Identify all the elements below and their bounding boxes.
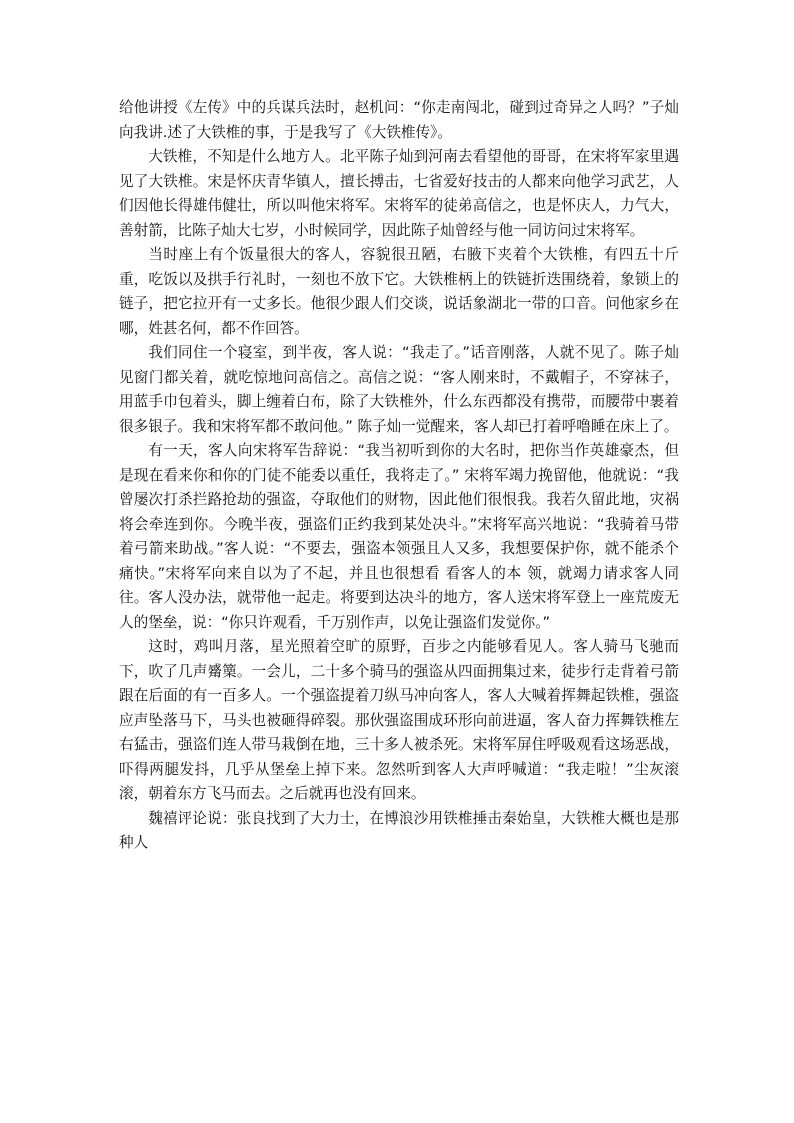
paragraph-2: 大铁椎，不知是什么地方人。北平陈子灿到河南去看望他的哥哥，在宋将军家里遇见了大铁椎。宋是怀庆青华镇人，擅长搏击，七省爱好技击的人都来向他学习武艺，人们因他长得雄伟健壮，所以叫他宋将军。宋将军的徒弟高信之，也是怀庆人，力气大，善射箭，比陈子灿大七岁，小时候同学，因此陈子灿曾经与他一同访问过宋将军。	[119, 148, 679, 239]
document-body	[119, 96, 679, 856]
paragraph-5: 有一天，客人向宋将军告辞说：“我当初听到你的大名时，把你当作英雄豪杰，但是现在看来你和你的门徒不能委以重任，我将走了。” 宋将军竭力挽留他，他就说：“我曾屡次打杀拦路抢劫的强盗，夺取他们的财物，因此他们很恨我。我若久留此地，灾祸将会牵连到你。今晚半夜，强盗们正约我到某处决斗。”宋将军高兴地说：“我骑着马带着弓箭来助战。”客人说：“不要去，强盗本领强且人又多，我想要保护你，就不能杀个痛快。”宋将军向来自以为了不起，并且也很想看 看客人的本 领，就竭力请求客人同往。客人没办法，就带他一起走。将要到达决斗的地方，客人送宋将军登上一座荒废无人的堡垒，说：“你只许观看，千万别作声，以免让强盗们发觉你。”	[119, 442, 679, 631]
paragraph-1: 给他讲授《左传》中的兵谋兵法时，赵机问：“你走南闯北，碰到过奇异之人吗？”子灿向我讲.述了大铁椎的事，于是我写了《大铁椎传》。	[119, 99, 679, 141]
paragraph-7: 魏禧评论说：张良找到了大力士，在博浪沙用铁椎捶击秦始皇，大铁椎大概也是那种人	[119, 809, 679, 851]
paragraph-4: 我们同住一个寝室，到半夜，客人说：“我走了。”话音刚落，人就不见了。陈子灿见窗门都关着，就吃惊地问高信之。高信之说：“客人刚来时，不戴帽子，不穿袜子，用蓝手巾包着头，脚上缠着白布，除了大铁椎外，什么东西都没有携带，而腰带中裹着很多银子。我和宋将军都不敢问他。” 陈子灿一觉醒来，客人却已打着呼噜睡在床上了。	[119, 344, 679, 435]
paragraph-3: 当时座上有个饭量很大的客人，容貌很丑陋，右腋下夹着个大铁椎，有四五十斤重，吃饭以及拱手行礼时，一刻也不放下它。大铁椎柄上的铁链折迭围绕着，象锁上的链子，把它拉开有一丈多长。他很少跟人们交谈，说话象湖北一带的口音。问他家乡在哪，姓甚名何，都不作回答。	[119, 246, 679, 337]
paragraph-6: 这时，鸡叫月落，星光照着空旷的原野，百步之内能够看见人。客人骑马飞驰而下，吹了几声觱篥。一会儿，二十多个骑马的强盗从四面拥集过来，徒步行走背着弓箭跟在后面的有一百多人。一个强盗提着刀纵马冲向客人，客人大喊着挥舞起铁椎，强盗应声坠落马下，马头也被砸得碎裂。那伙强盗围成环形向前进逼，客人奋力挥舞铁椎左右猛击，强盗们连人带马栽倒在地，三十多人被杀死。宋将军屏住呼吸观看这场恶战，吓得两腿发抖，几乎从堡垒上掉下来。忽然听到客人大声呼喊道：“我走啦！”尘灰滚滚，朝着东方飞马而去。之后就再也没有回来。	[119, 638, 679, 802]
